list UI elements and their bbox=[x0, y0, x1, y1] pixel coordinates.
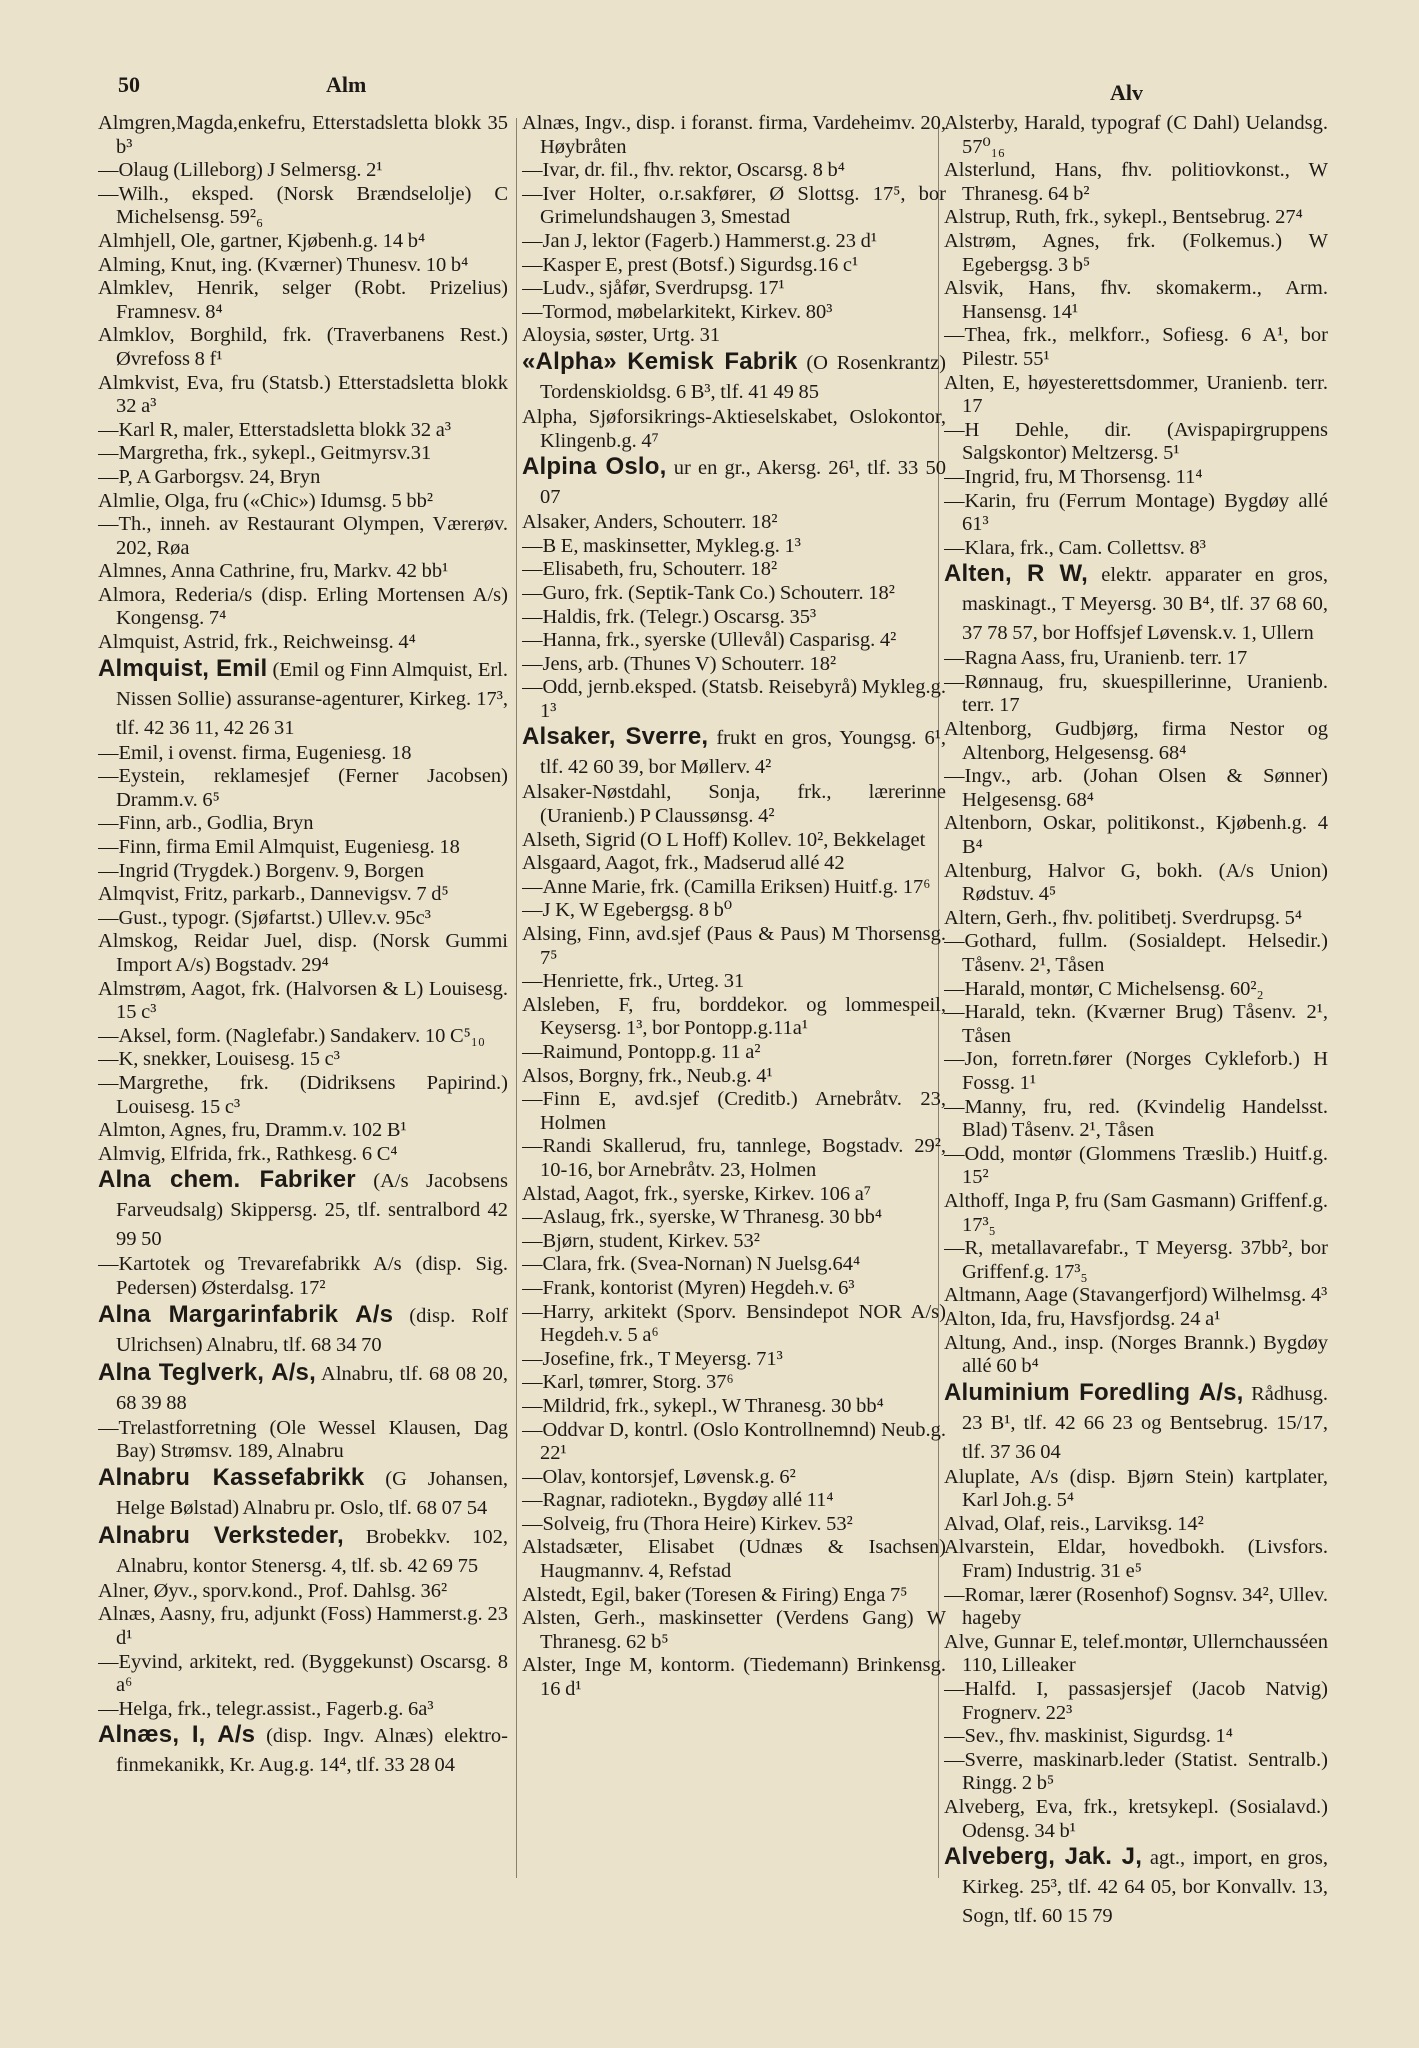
directory-entry bbox=[944, 112, 1328, 159]
entry-text: Alner, Øyv., sporv.kond., Prof. Dahlsg. 36² bbox=[98, 1579, 448, 1602]
directory-entry bbox=[944, 671, 1328, 718]
entry-text: Alstrøm, Agnes, frk. (Folkemus.) W Egebergsg. 3 b⁵ bbox=[944, 229, 1328, 276]
entry-text: Almora, Rederia/s (disp. Erling Mortensen A/s) Kongensg. 7⁴ bbox=[98, 583, 508, 630]
directory-entry bbox=[944, 978, 1328, 1002]
entry-text: —Ingrid (Trygdek.) Borgenv. 9, Borgen bbox=[98, 859, 424, 882]
entry-heading: Alveberg, Jak. J, bbox=[944, 1843, 1143, 1871]
directory-entry bbox=[522, 1183, 946, 1207]
directory-entry bbox=[944, 490, 1328, 537]
entry-text: —Hanna, frk., syerske (Ullevål) Casparisg. 4² bbox=[522, 629, 897, 652]
directory-entry bbox=[944, 419, 1328, 466]
entry-text: (G Johansen, Helge Bølstad) Alnabru pr. Oslo, tlf. 68 07 54 bbox=[116, 1467, 508, 1519]
directory-entry bbox=[944, 1678, 1328, 1725]
entry-text: elektr. apparater en gros, maskinagt., T Meyersg. 30 B⁴, tlf. 37 68 60, 37 78 57, bor Hoffsjef Løvensk.v. 1, Ullern bbox=[962, 564, 1328, 645]
entry-text: (Emil og Finn Almquist, Erl. Nissen Sollie) assuranse-agenturer, Kirkeg. 17³, tlf. 42 36 11, 42 26 31 bbox=[116, 658, 508, 739]
entry-text: Almquist, Astrid, frk., Reichweinsg. 4⁴ bbox=[98, 631, 416, 654]
directory-entry bbox=[98, 1464, 508, 1522]
entry-text: Alton, Ida, fru, Havsfjordsg. 24 a¹ bbox=[944, 1307, 1221, 1330]
entry-text: —Karin, fru (Ferrum Montage) Bygdøy allé 61³ bbox=[944, 489, 1328, 536]
entry-text: —Kartotek og Trevarefabrikk A/s (disp. Sig. Pedersen) Østerdalsg. 17² bbox=[98, 1253, 508, 1299]
entry-text: Altern, Gerh., fhv. politibetj. Sverdrupsg. 5⁴ bbox=[944, 906, 1303, 929]
entry-heading: «Alpha» Kemisk Fabrik bbox=[522, 347, 798, 375]
entry-text: Alsterlund, Hans, fhv. politiovkonst., W Thranesg. 64 b² bbox=[944, 159, 1328, 205]
right-guide-word: Alv bbox=[1110, 80, 1143, 105]
directory-entry bbox=[944, 907, 1328, 931]
directory-entry bbox=[522, 829, 946, 853]
directory-entry bbox=[98, 490, 508, 514]
entry-text: Alsten, Gerh., maskinsetter (Verdens Gang) W Thranesg. 62 b⁵ bbox=[522, 1607, 946, 1653]
directory-entry bbox=[522, 183, 946, 230]
entry-text: Aloysia, søster, Urtg. 31 bbox=[522, 324, 721, 347]
entry-text: Almvig, Elfrida, frk., Rathkesg. 6 C⁴ bbox=[98, 1142, 398, 1165]
entry-heading: Almquist, Emil bbox=[98, 654, 268, 682]
entry-text: —Odd, jernb.eksped. (Statsb. Reisebyrå) Mykleg.g. 1³ bbox=[522, 676, 946, 722]
entry-text: Almhjell, Ole, gartner, Kjøbenh.g. 14 b⁴ bbox=[98, 229, 426, 252]
directory-entry bbox=[522, 1135, 946, 1182]
directory-entry bbox=[98, 742, 508, 766]
entry-text: —K, snekker, Louisesg. 15 c³ bbox=[98, 1048, 340, 1071]
entry-text: —Ragnar, radiotekn., Bygdøy allé 11⁴ bbox=[522, 1489, 834, 1512]
entry-text: Alsvik, Hans, fhv. skomakerm., Arm. Hansensg. 14¹ bbox=[944, 277, 1328, 323]
directory-entry bbox=[98, 419, 508, 443]
entry-text: —Wilh., eksped. (Norsk Brændselolje) C Michelsensg. 59²₆ bbox=[98, 182, 508, 229]
directory-entry bbox=[944, 1379, 1328, 1466]
directory-entry bbox=[98, 1417, 508, 1464]
directory-entry bbox=[944, 860, 1328, 907]
directory-entry bbox=[98, 1119, 508, 1143]
directory-entry bbox=[522, 254, 946, 278]
entry-text: —Harald, tekn. (Kværner Brug) Tåsenv. 2¹, Tåsen bbox=[944, 1001, 1328, 1047]
entry-text: Altenborg, Gudbjørg, firma Nestor og Altenborg, Helgesensg. 68⁴ bbox=[944, 718, 1328, 764]
entry-text: —Oddvar D, kontrl. (Oslo Kontrollnemnd) Neub.g. 22¹ bbox=[522, 1418, 946, 1465]
entry-text: —Gothard, fullm. (Sosialdept. Helsedir.) Tåsenv. 2¹, Tåsen bbox=[944, 930, 1328, 976]
column-3 bbox=[944, 112, 1328, 2032]
directory-entry bbox=[522, 629, 946, 653]
directory-entry bbox=[522, 1371, 946, 1395]
directory-entry bbox=[522, 324, 946, 348]
entry-text: —Elisabeth, fru, Schouterr. 18² bbox=[522, 558, 778, 581]
directory-entry bbox=[522, 781, 946, 828]
entry-text: agt., import, en gros, Kirkeg. 25³, tlf. 42 64 05, bor Konvallv. 13, Sogn, tlf. 60 15 79 bbox=[962, 1847, 1328, 1928]
entry-text: Alveberg, Eva, frk., kretsykepl. (Sosialavd.) Odensg. 34 b¹ bbox=[944, 1796, 1328, 1842]
entry-text: Alster, Inge M, kontorm. (Tiedemann) Brinkensg. 16 d¹ bbox=[522, 1654, 946, 1701]
directory-entry bbox=[944, 159, 1328, 206]
directory-entry bbox=[98, 466, 508, 490]
directory-entry bbox=[944, 1536, 1328, 1583]
entry-text: Alvad, Olaf, reis., Larviksg. 14² bbox=[944, 1512, 1204, 1535]
directory-entry bbox=[944, 1749, 1328, 1796]
directory-entry bbox=[98, 978, 508, 1025]
directory-entry bbox=[98, 1359, 508, 1417]
directory-entry bbox=[944, 647, 1328, 671]
page-header bbox=[0, 68, 1419, 108]
entry-text: Almlie, Olga, fru («Chic») Idumsg. 5 bb² bbox=[98, 489, 434, 512]
entry-text: (O Rosenkrantz) Tordenskioldsg. 6 B³, tlf. 41 49 85 bbox=[540, 351, 946, 403]
directory-entry bbox=[944, 1725, 1328, 1749]
directory-entry bbox=[522, 1253, 946, 1277]
entry-heading: Alsaker, Sverre, bbox=[522, 723, 709, 751]
entry-text: —Aksel, form. (Naglefabr.) Sandakerv. 10 C⁵₁₀ bbox=[98, 1024, 486, 1047]
directory-entry bbox=[98, 230, 508, 254]
directory-entry bbox=[944, 560, 1328, 647]
directory-entry bbox=[944, 812, 1328, 859]
directory-entry bbox=[522, 1206, 946, 1230]
directory-entry bbox=[98, 631, 508, 655]
entry-text: —Guro, frk. (Septik-Tank Co.) Schouterr. 18² bbox=[522, 581, 895, 604]
directory-entry bbox=[522, 1041, 946, 1065]
entry-text: —Kasper E, prest (Botsf.) Sigurdsg.16 c¹ bbox=[522, 253, 859, 276]
entry-text: —Manny, fru, red. (Kvindelig Handelsst. Blad) Tåsenv. 2¹, Tåsen bbox=[944, 1095, 1328, 1142]
directory-entry bbox=[98, 159, 508, 183]
directory-entry bbox=[522, 535, 946, 559]
entry-text: —Frank, kontorist (Myren) Hegdeh.v. 6³ bbox=[522, 1276, 855, 1299]
entry-text: —Klara, frk., Cam. Collettsv. 8³ bbox=[944, 536, 1206, 559]
directory-entry bbox=[944, 1096, 1328, 1143]
directory-entry bbox=[98, 324, 508, 371]
entry-text: (A/s Jacobsens Farveudsalg) Skippersg. 25, tlf. sentralbord 42 99 50 bbox=[116, 1170, 508, 1251]
directory-entry bbox=[98, 560, 508, 584]
entry-text: Almklov, Borghild, frk. (Traverbanens Rest.) Øvrefoss 8 f¹ bbox=[98, 324, 508, 370]
entry-text: Alsleben, F, fru, borddekor. og lommespeil, Keysersg. 1³, bor Pontopp.g.11a¹ bbox=[522, 993, 946, 1040]
directory-entry bbox=[522, 994, 946, 1041]
entry-text: —Tormod, møbelarkitekt, Kirkev. 80³ bbox=[522, 300, 833, 323]
directory-entry bbox=[522, 606, 946, 630]
directory-entry bbox=[944, 1631, 1328, 1678]
entry-text: —Josefine, frk., T Meyersg. 71³ bbox=[522, 1347, 783, 1370]
entry-heading: Alpina Oslo, bbox=[522, 453, 667, 481]
entry-text: —Sev., fhv. maskinist, Sigurdsg. 1⁴ bbox=[944, 1725, 1233, 1748]
directory-entry bbox=[98, 513, 508, 560]
directory-entry bbox=[522, 899, 946, 923]
directory-entry bbox=[944, 1237, 1328, 1284]
entry-text: —Raimund, Pontopp.g. 11 a² bbox=[522, 1041, 761, 1063]
entry-text: —Margrethe, frk. (Didriksens Papirind.) Louisesg. 15 c³ bbox=[98, 1071, 508, 1118]
entry-text: —Finn E, avd.sjef (Creditb.) Arnebråtv. 23, Holmen bbox=[522, 1088, 946, 1134]
entry-text: —Ivar, dr. fil., fhv. rektor, Oscarsg. 8 b⁴ bbox=[522, 159, 845, 182]
entry-heading: Aluminium Foredling A/s, bbox=[944, 1378, 1244, 1406]
entry-text: —Emil, i ovenst. firma, Eugeniesg. 18 bbox=[98, 741, 412, 764]
entry-text: —P, A Garborgsv. 24, Bryn bbox=[98, 465, 321, 488]
entry-text: —Olav, kontorsjef, Løvensk.g. 6² bbox=[522, 1465, 796, 1488]
entry-text: Alve, Gunnar E, telef.montør, Ullernchausséen 110, Lilleaker bbox=[944, 1630, 1328, 1677]
entry-text: —Clara, frk. (Svea-Nornan) N Juelsg.64⁴ bbox=[522, 1253, 861, 1276]
directory-entry bbox=[944, 466, 1328, 490]
directory-entry bbox=[522, 923, 946, 970]
entry-text: Almstrøm, Aagot, frk. (Halvorsen & L) Louisesg. 15 c³ bbox=[98, 977, 508, 1024]
directory-entry bbox=[522, 277, 946, 301]
directory-entry bbox=[944, 1466, 1328, 1513]
entry-text: —Karl, tømrer, Storg. 37⁶ bbox=[522, 1371, 734, 1394]
entry-text: Alsos, Borgny, frk., Neub.g. 4¹ bbox=[522, 1064, 773, 1087]
entry-heading: Alna Margarinfabrik A/s bbox=[98, 1300, 394, 1328]
entry-text: —Anne Marie, frk. (Camilla Eriksen) Huitf.g. 17⁶ bbox=[522, 875, 931, 898]
directory-entry bbox=[944, 1143, 1328, 1190]
entry-text: —Odd, montør (Glommens Træslib.) Huitf.g. 15² bbox=[944, 1142, 1328, 1189]
directory-entry bbox=[944, 718, 1328, 765]
entry-text: —Haldis, frk. (Telegr.) Oscarsg. 35³ bbox=[522, 605, 817, 628]
directory-entry bbox=[522, 1584, 946, 1608]
entry-text: —Jon, forretn.fører (Norges Cykleforb.) H Fossg. 1¹ bbox=[944, 1048, 1328, 1094]
entry-heading: Alnabru Verksteder, bbox=[98, 1521, 344, 1549]
directory-entry bbox=[98, 812, 508, 836]
entry-text: Alstad, Aagot, frk., syerske, Kirkev. 106 a⁷ bbox=[522, 1182, 871, 1205]
entry-text: ur en gr., Akersg. 26¹, tlf. 33 50 07 bbox=[540, 457, 946, 509]
directory-entry bbox=[522, 1513, 946, 1537]
entry-text: —Olaug (Lilleborg) J Selmersg. 2¹ bbox=[98, 159, 383, 182]
directory-entry bbox=[98, 765, 508, 812]
directory-entry bbox=[522, 1419, 946, 1466]
directory-entry bbox=[98, 907, 508, 931]
directory-entry bbox=[98, 254, 508, 278]
entry-text: Almnes, Anna Cathrine, fru, Markv. 42 bb¹ bbox=[98, 560, 449, 583]
entry-text: Alnabru, tlf. 68 08 20, 68 39 88 bbox=[116, 1362, 508, 1414]
entry-text: Almgren,Magda,enkefru, Etterstadsletta blokk 35 b³ bbox=[98, 112, 508, 158]
entry-text: Altung, And., insp. (Norges Brannk.) Bygdøy allé 60 b⁴ bbox=[944, 1331, 1328, 1378]
directory-entry bbox=[522, 453, 946, 511]
directory-entry bbox=[944, 765, 1328, 812]
entry-text: Althoff, Inga P, fru (Sam Gasmann) Griffenf.g. 17³₅ bbox=[944, 1189, 1328, 1236]
entry-text: —Mildrid, frk., sykepl., W Thranesg. 30 bb⁴ bbox=[522, 1394, 884, 1417]
entry-text: —Finn, arb., Godlia, Bryn bbox=[98, 812, 314, 835]
directory-entry bbox=[98, 277, 508, 324]
directory-entry bbox=[944, 1001, 1328, 1048]
entry-heading: Alnæs, I, A/s bbox=[98, 1721, 256, 1749]
directory-entry bbox=[98, 883, 508, 907]
entry-text: Almqvist, Fritz, parkarb., Dannevigsv. 7 d⁵ bbox=[98, 883, 449, 906]
entry-text: —Ingrid, fru, M Thorsensg. 11⁴ bbox=[944, 465, 1203, 488]
page-number: 50 bbox=[118, 72, 140, 97]
entry-text: Alsaker-Nøstdahl, Sonja, frk., lærerinne (Uranienb.) P Claussønsg. 4² bbox=[522, 781, 946, 828]
entry-text: —Harry, arkitekt (Sporv. Bensindepot NOR A/s) Hegdeh.v. 5 a⁶ bbox=[522, 1300, 946, 1347]
directory-entry bbox=[522, 1065, 946, 1089]
directory-entry bbox=[522, 1654, 946, 1701]
entry-text: Alming, Knut, ing. (Kværner) Thunesv. 10 b⁴ bbox=[98, 253, 469, 276]
directory-entry bbox=[98, 1522, 508, 1580]
entry-text: frukt en gros, Youngsg. 6¹, tlf. 42 60 39, bor Møllerv. 4² bbox=[540, 727, 946, 779]
directory-entry bbox=[522, 159, 946, 183]
entry-text: —Th., inneh. av Restaurant Olympen, Værerøv. 202, Røa bbox=[98, 513, 508, 559]
directory-entry bbox=[944, 1332, 1328, 1379]
directory-entry bbox=[944, 206, 1328, 230]
directory-entry bbox=[944, 1843, 1328, 1930]
directory-entry bbox=[98, 836, 508, 860]
directory-entry bbox=[522, 112, 946, 159]
directory-entry bbox=[522, 676, 946, 723]
directory-entry bbox=[944, 1048, 1328, 1095]
entry-text: —Gust., typogr. (Sjøfartst.) Ullev.v. 95c³ bbox=[98, 906, 431, 929]
entry-text: Almklev, Henrik, selger (Robt. Prizelius) Framnesv. 8⁴ bbox=[98, 277, 508, 323]
entry-text: Alstedt, Egil, baker (Toresen & Firing) Enga 7⁵ bbox=[522, 1583, 908, 1606]
entry-text: Alsterby, Harald, typograf (C Dahl) Uelandsg. 57⁰₁₆ bbox=[944, 112, 1328, 158]
entry-text: —Helga, frk., telegr.assist., Fagerb.g. 6a³ bbox=[98, 1697, 434, 1720]
entry-text: —Margretha, frk., sykepl., Geitmyrsv.31 bbox=[98, 442, 432, 465]
directory-entry bbox=[98, 860, 508, 884]
entry-text: —Eyvind, arkitekt, red. (Byggekunst) Oscarsg. 8 a⁶ bbox=[98, 1650, 508, 1697]
directory-entry bbox=[98, 1253, 508, 1300]
left-guide-word: Alm bbox=[326, 72, 367, 97]
directory-entry bbox=[98, 112, 508, 159]
directory-entry bbox=[944, 1190, 1328, 1237]
entry-text: —Harald, montør, C Michelsensg. 60²₂ bbox=[944, 977, 1264, 1000]
entry-text: —Ragna Aass, fru, Uranienb. terr. 17 bbox=[944, 647, 1248, 670]
directory-entry bbox=[944, 1284, 1328, 1308]
directory-entry bbox=[522, 1348, 946, 1372]
directory-entry bbox=[522, 1607, 946, 1654]
directory-entry bbox=[522, 1395, 946, 1419]
entry-text: —Ludv., sjåfør, Sverdrupsg. 17¹ bbox=[522, 277, 785, 300]
entry-text: Rådhusg. 23 B¹, tlf. 42 66 23 og Bentsebrug. 15/17, tlf. 37 36 04 bbox=[962, 1382, 1328, 1463]
entry-text: Alsgaard, Aagot, frk., Madserud allé 42 bbox=[522, 852, 845, 875]
entry-text: —Sverre, maskinarb.leder (Statist. Sentralb.) Ringg. 2 b⁵ bbox=[944, 1748, 1328, 1795]
entry-text: Alsing, Finn, avd.sjef (Paus & Paus) M Thorsensg. 7⁵ bbox=[522, 923, 946, 969]
entry-text: —Solveig, fru (Thora Heire) Kirkev. 53² bbox=[522, 1512, 853, 1535]
directory-entry bbox=[522, 582, 946, 606]
directory-entry bbox=[522, 558, 946, 582]
directory-entry bbox=[98, 1048, 508, 1072]
column-2 bbox=[522, 112, 946, 2032]
entry-text: Alsaker, Anders, Schouterr. 18² bbox=[522, 511, 778, 534]
directory-entry bbox=[98, 1301, 508, 1359]
directory-entry bbox=[522, 852, 946, 876]
directory-entry bbox=[98, 1698, 508, 1722]
directory-entry bbox=[98, 183, 508, 230]
directory-entry bbox=[944, 1513, 1328, 1537]
entry-text: —Thea, frk., melkforr., Sofiesg. 6 A¹, bor Pilestr. 55¹ bbox=[944, 324, 1328, 370]
directory-entry bbox=[522, 723, 946, 781]
entry-heading: Alten, R W, bbox=[944, 560, 1088, 588]
entry-text: —Bjørn, student, Kirkev. 53² bbox=[522, 1229, 760, 1252]
directory-entry bbox=[522, 348, 946, 406]
entry-text: Almskog, Reidar Juel, disp. (Norsk Gummi Import A/s) Bogstadv. 29⁴ bbox=[98, 930, 508, 976]
directory-entry bbox=[98, 442, 508, 466]
directory-entry bbox=[98, 1580, 508, 1604]
directory-entry bbox=[98, 584, 508, 631]
entry-text: (disp. Rolf Ulrichsen) Alnabru, tlf. 68 34 70 bbox=[116, 1304, 508, 1356]
directory-entry bbox=[522, 1466, 946, 1490]
entry-text: Alstadsæter, Elisabet (Udnæs & Isachsen) Haugmannv. 4, Refstad bbox=[522, 1536, 946, 1583]
entry-text: —Jan J, lektor (Fagerb.) Hammerst.g. 23 d¹ bbox=[522, 229, 877, 252]
entry-text: Alseth, Sigrid (O L Hoff) Kollev. 10², Bekkelaget bbox=[522, 828, 926, 851]
directory-entry bbox=[522, 1489, 946, 1513]
directory-entry bbox=[944, 372, 1328, 419]
entry-text: Almton, Agnes, fru, Dramm.v. 102 B¹ bbox=[98, 1119, 407, 1142]
entry-heading: Alna chem. Fabriker bbox=[98, 1166, 356, 1194]
directory-entry bbox=[944, 324, 1328, 371]
entry-text: —Rønnaug, fru, skuespillerinne, Uranienb. terr. 17 bbox=[944, 670, 1328, 717]
directory-entry bbox=[944, 1796, 1328, 1843]
entry-text: —H Dehle, dir. (Avispapirgruppens Salgskontor) Meltzersg. 5¹ bbox=[944, 418, 1328, 465]
entry-text: Alten, E, høyesterettsdommer, Uranienb. terr. 17 bbox=[944, 371, 1328, 418]
entry-text: Altenborn, Oskar, politikonst., Kjøbenh.g. 4 B⁴ bbox=[944, 812, 1328, 859]
directory-entry bbox=[98, 655, 508, 742]
directory-entry bbox=[522, 653, 946, 677]
entry-text: —Jens, arb. (Thunes V) Schouterr. 18² bbox=[522, 652, 837, 675]
entry-text: —Iver Holter, o.r.sakfører, Ø Slottsg. 17⁵, bor Grimelundshaugen 3, Smestad bbox=[522, 182, 946, 229]
entry-text: —Randi Skallerud, fru, tannlege, Bogstadv. 29², 10-16, bor Arnebråtv. 23, Holmen bbox=[522, 1135, 946, 1181]
directory-entry bbox=[944, 930, 1328, 977]
directory-entry bbox=[522, 1536, 946, 1583]
entry-text: (disp. Ingv. Alnæs) elektro-finmekanikk, Kr. Aug.g. 14⁴, tlf. 33 28 04 bbox=[116, 1725, 508, 1777]
directory-entry bbox=[98, 1166, 508, 1253]
directory-entry bbox=[944, 230, 1328, 277]
entry-heading: Alnabru Kassefabrikk bbox=[98, 1463, 365, 1491]
directory-entry bbox=[98, 372, 508, 419]
directory-entry bbox=[98, 1072, 508, 1119]
entry-text: Altenburg, Halvor G, bokh. (A/s Union) Rødstuv. 4⁵ bbox=[944, 859, 1328, 906]
directory-entry bbox=[98, 1721, 508, 1779]
entry-text: Alvarstein, Eldar, hovedbokh. (Livsfors. Fram) Industrig. 31 e⁵ bbox=[944, 1536, 1328, 1583]
directory-entry bbox=[944, 537, 1328, 561]
entry-text: Alstrup, Ruth, frk., sykepl., Bentsebrug. 27⁴ bbox=[944, 206, 1303, 229]
directory-entry bbox=[98, 930, 508, 977]
entry-text: Alpha, Sjøforsikrings-Aktieselskabet, Oslokontor, Klingenb.g. 4⁷ bbox=[522, 405, 946, 452]
directory-entry bbox=[522, 406, 946, 453]
directory-entry bbox=[522, 1301, 946, 1348]
column-divider bbox=[516, 118, 517, 1878]
directory-entry bbox=[522, 301, 946, 325]
directory-entry bbox=[98, 1025, 508, 1049]
entry-text: —B E, maskinsetter, Mykleg.g. 1³ bbox=[522, 534, 801, 557]
entry-text: —Trelastforretning (Ole Wessel Klausen, Dag Bay) Strømsv. 189, Alnabru bbox=[98, 1416, 508, 1463]
directory-entry bbox=[522, 970, 946, 994]
directory-entry bbox=[98, 1603, 508, 1650]
entry-text: —Karl R, maler, Etterstadsletta blokk 32 a³ bbox=[98, 418, 452, 441]
directory-entry bbox=[522, 1088, 946, 1135]
directory-entry bbox=[522, 876, 946, 900]
column-1 bbox=[98, 112, 508, 2032]
entry-text: —Aslaug, frk., syerske, W Thranesg. 30 bb⁴ bbox=[522, 1206, 882, 1229]
entry-text: —R, metallavarefabr., T Meyersg. 37bb², bor Griffenf.g. 17³₅ bbox=[944, 1237, 1328, 1283]
directory-entry bbox=[522, 1230, 946, 1254]
directory-entry bbox=[944, 1584, 1328, 1631]
entry-heading: Alna Teglverk, A/s, bbox=[98, 1358, 316, 1386]
directory-entry bbox=[522, 1277, 946, 1301]
entry-text: —Romar, lærer (Rosenhof) Sognsv. 34², Ullev. hageby bbox=[944, 1583, 1328, 1630]
entry-text: Aluplate, A/s (disp. Bjørn Stein) kartplater, Karl Joh.g. 5⁴ bbox=[944, 1465, 1328, 1512]
entry-text: —Finn, firma Emil Almquist, Eugeniesg. 18 bbox=[98, 836, 460, 859]
entry-text: Altmann, Aage (Stavangerfjord) Wilhelmsg. 4³ bbox=[944, 1284, 1328, 1307]
entry-text: Almkvist, Eva, fru (Statsb.) Etterstadsletta blokk 32 a³ bbox=[98, 371, 508, 418]
directory-entry bbox=[522, 230, 946, 254]
entry-text: Brobekkv. 102, Alnabru, kontor Stenersg. 4, tlf. sb. 42 69 75 bbox=[116, 1525, 508, 1577]
entry-text: Alnæs, Aasny, fru, adjunkt (Foss) Hammerst.g. 23 d¹ bbox=[98, 1603, 508, 1649]
entry-text: Alnæs, Ingv., disp. i foranst. firma, Vardeheimv. 20, Høybråten bbox=[522, 112, 946, 158]
directory-entry bbox=[944, 1308, 1328, 1332]
directory-entry bbox=[522, 511, 946, 535]
entry-text: —Eystein, reklamesjef (Ferner Jacobsen) Dramm.v. 6⁵ bbox=[98, 765, 508, 811]
entry-text: —J K, W Egebergsg. 8 b⁰ bbox=[522, 899, 733, 922]
directory-entry bbox=[98, 1651, 508, 1698]
entry-text: —Halfd. I, passasjersjef (Jacob Natvig) Frognerv. 22³ bbox=[944, 1678, 1328, 1724]
entry-text: —Henriette, frk., Urteg. 31 bbox=[522, 970, 745, 993]
entry-text: —Ingv., arb. (Johan Olsen & Sønner) Helgesensg. 68⁴ bbox=[944, 765, 1328, 811]
directory-entry bbox=[98, 1143, 508, 1167]
directory-entry bbox=[944, 277, 1328, 324]
